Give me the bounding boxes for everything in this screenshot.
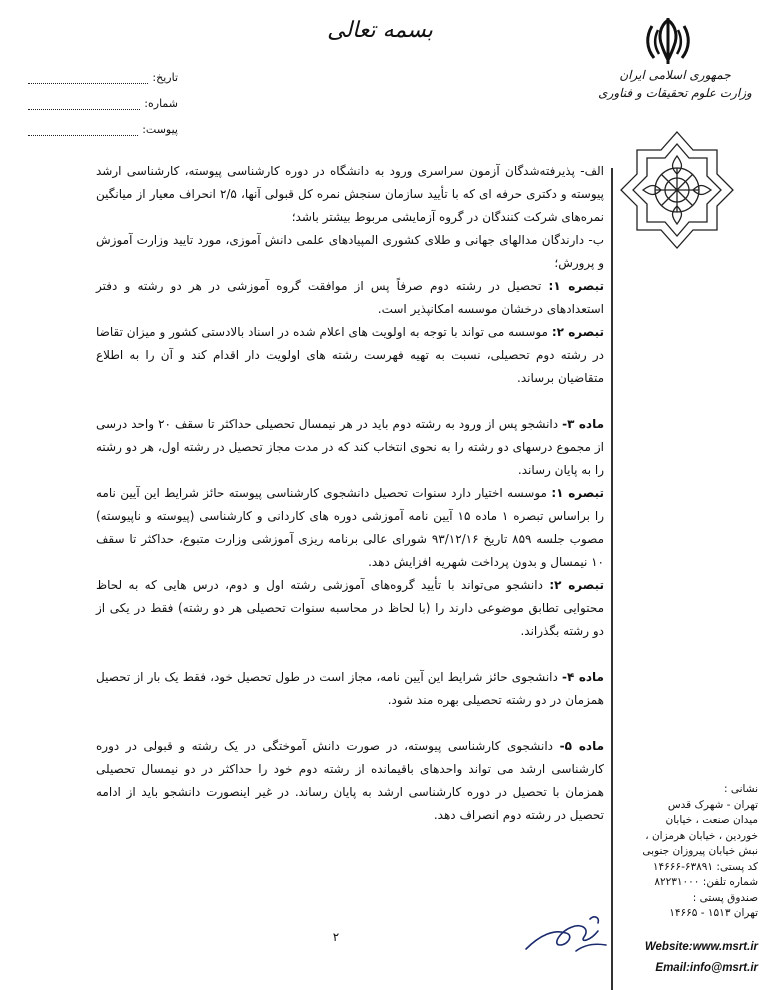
article-3-label: ماده ۳- [562,417,605,431]
number-field [28,84,178,110]
paragraph-alef: الف- پذیرفته‌شدگان آزمون سراسری ورود به دانشگاه در دوره کارشناسی پیوسته، کارشناسی ارشد پیوسته و دکتری حرفه ای که با تأیید سازمان سنجش نمره کل قبولی آنها، ۲/۵ انحراف معیار از میانگین نمره‌های شرکت کنندگان در گروه آزمایشی مربوط بیشتر باشد؛ [96,164,604,224]
ministry-name [595,66,755,102]
website-text: Website:www.msrt.ir [644,941,758,953]
date-label: تاریخ: [152,71,178,84]
email-text: Email:info@msrt.ir [655,962,758,974]
article-3-note-1 [96,482,604,574]
article-3-note-2 [96,574,604,643]
article-5-text: دانشجوی کارشناسی پیوسته، در صورت دانش آموختگی در یک رشته و قبولی در دوره کارشناسی ارشد می تواند واحدهای باقیمانده از رشته دوم خود را حداکثر در دو نیمسال تحصیلی همزمان با تحصیل در دوره کارشناسی ارشد به پایان رساند. در غیر اینصورت دانشجو باید از ادامه تحصیل در رشته دوم انصراف دهد. [96,739,604,822]
ministry-title: وزارت علوم تحقیقات و فناوری [598,86,752,100]
address-line: تهران - شهرک قدس [667,798,758,811]
article-4-text: دانشجوی حائز شرایط این آیین نامه، مجاز است در طول تحصیل خود، فقط یک بار از تحصیل همزمان در دو رشته تحصیلی بهره مند شود. [96,670,604,707]
article-3-note-1-label: تبصره ۱: [551,486,604,500]
note-2-label: تبصره ۲: [551,325,604,339]
republic-name: جمهوری اسلامی ایران [619,68,731,82]
note-2 [96,321,604,390]
number-line [28,97,140,110]
address-block [620,782,758,922]
paragraph-be: ب- دارندگان مدالهای جهانی و طلای کشوری المپیادهای علمی دانش آموزی، مورد تایید وزارت آموزش و پرورش؛ [96,233,604,270]
date-line [28,71,148,84]
attachment-label: پیوست: [142,123,178,136]
article-3-text: دانشجو پس از ورود به رشته دوم باید در هر نیمسال تحصیلی حداکثر تا سقف ۲۰ واحد درسی از مجموع درسهای دو رشته را به نحوی انتخاب کند که در مدت مجاز تحصیل در رشته اول، هر دو رشته را به پایان رساند. [96,417,604,477]
po-box-label: صندوق پستی : [692,891,758,904]
date-field [28,58,178,84]
note-2-text: موسسه می تواند با توجه به اولویت های اعلام شده در اسناد بالادستی کشور و میزان تقاضا در رشته دوم تحصیلی، نسبت به تهیه فهرست رشته های اولویت دار اقدام کند و آن را به اطلاع متقاضیان برساند. [96,325,604,385]
iran-emblem-icon [638,14,698,70]
note-1-label: تبصره ۱: [548,279,604,293]
letter-body [96,160,604,827]
article-5-label: ماده ۵- [559,739,605,753]
letter-meta-fields [28,58,178,136]
page-number: ۲ [332,930,340,944]
signature-icon [520,905,610,965]
vertical-divider [611,168,613,990]
phone-number: شماره تلفن: ۸۲۲۳۱۰۰۰ [654,876,758,888]
address-line: نشانی : [723,783,758,795]
address-line: خوردین ، خیابان هرمزان ، [645,829,758,842]
decorative-ornament-icon [617,128,737,258]
address-line: میدان صنعت ، خیابان [665,814,758,826]
attachment-line [28,123,138,136]
address-line: نبش خیابان پیروزان جنوبی [642,845,758,857]
bismillah-heading: بسمه تعالی [327,18,433,43]
note-1 [96,275,604,321]
article-3-note-2-text: دانشجو می‌تواند با تأیید گروه‌های آموزشی رشته اول و دوم، درس هایی که به لحاظ محتوایی تطابق موضوعی دارند را (با لحاظ در محاسبه سنوات تحصیلی هر دو رشته) فقط در یکی از دو رشته بگذراند. [96,578,604,638]
article-3-note-1-text: موسسه اختیار دارد سنوات تحصیل دانشجوی کارشناسی پیوسته حائز شرایط این آیین نامه را براساس تبصره ۱ ماده ۱۵ آیین نامه آموزشی دوره های کاردانی و کارشناسی (پیوسته و ناپیوسته) مصوب جلسه ۸۵۹ تاریخ ۹۳/۱۲/۱۶ شورای عالی برنامه ریزی آموزشی وزارت متبوع، حداکثر تا سقف ۱۰ نیمسال و بدون پرداخت شهریه افزایش دهد. [96,486,604,569]
contact-block [618,937,758,979]
attachment-field [28,110,178,136]
po-box-number: تهران ۱۵۱۳ - ۱۴۶۶۵ [669,907,758,919]
article-4 [96,666,604,712]
postal-code: کد پستی: ۶۳۸۹۱-۱۴۶۶۶ [652,860,758,873]
article-3-note-2-label: تبصره ۲: [549,578,604,592]
note-1-text: تحصیل در رشته دوم صرفاً پس از موافقت گروه آموزشی در هر دو رشته و دفتر استعدادهای درخشان موسسه امکانپذیر است. [96,279,604,316]
article-3 [96,413,604,482]
article-5 [96,735,604,827]
number-label: شماره: [144,97,178,110]
article-4-label: ماده ۴- [562,670,604,684]
